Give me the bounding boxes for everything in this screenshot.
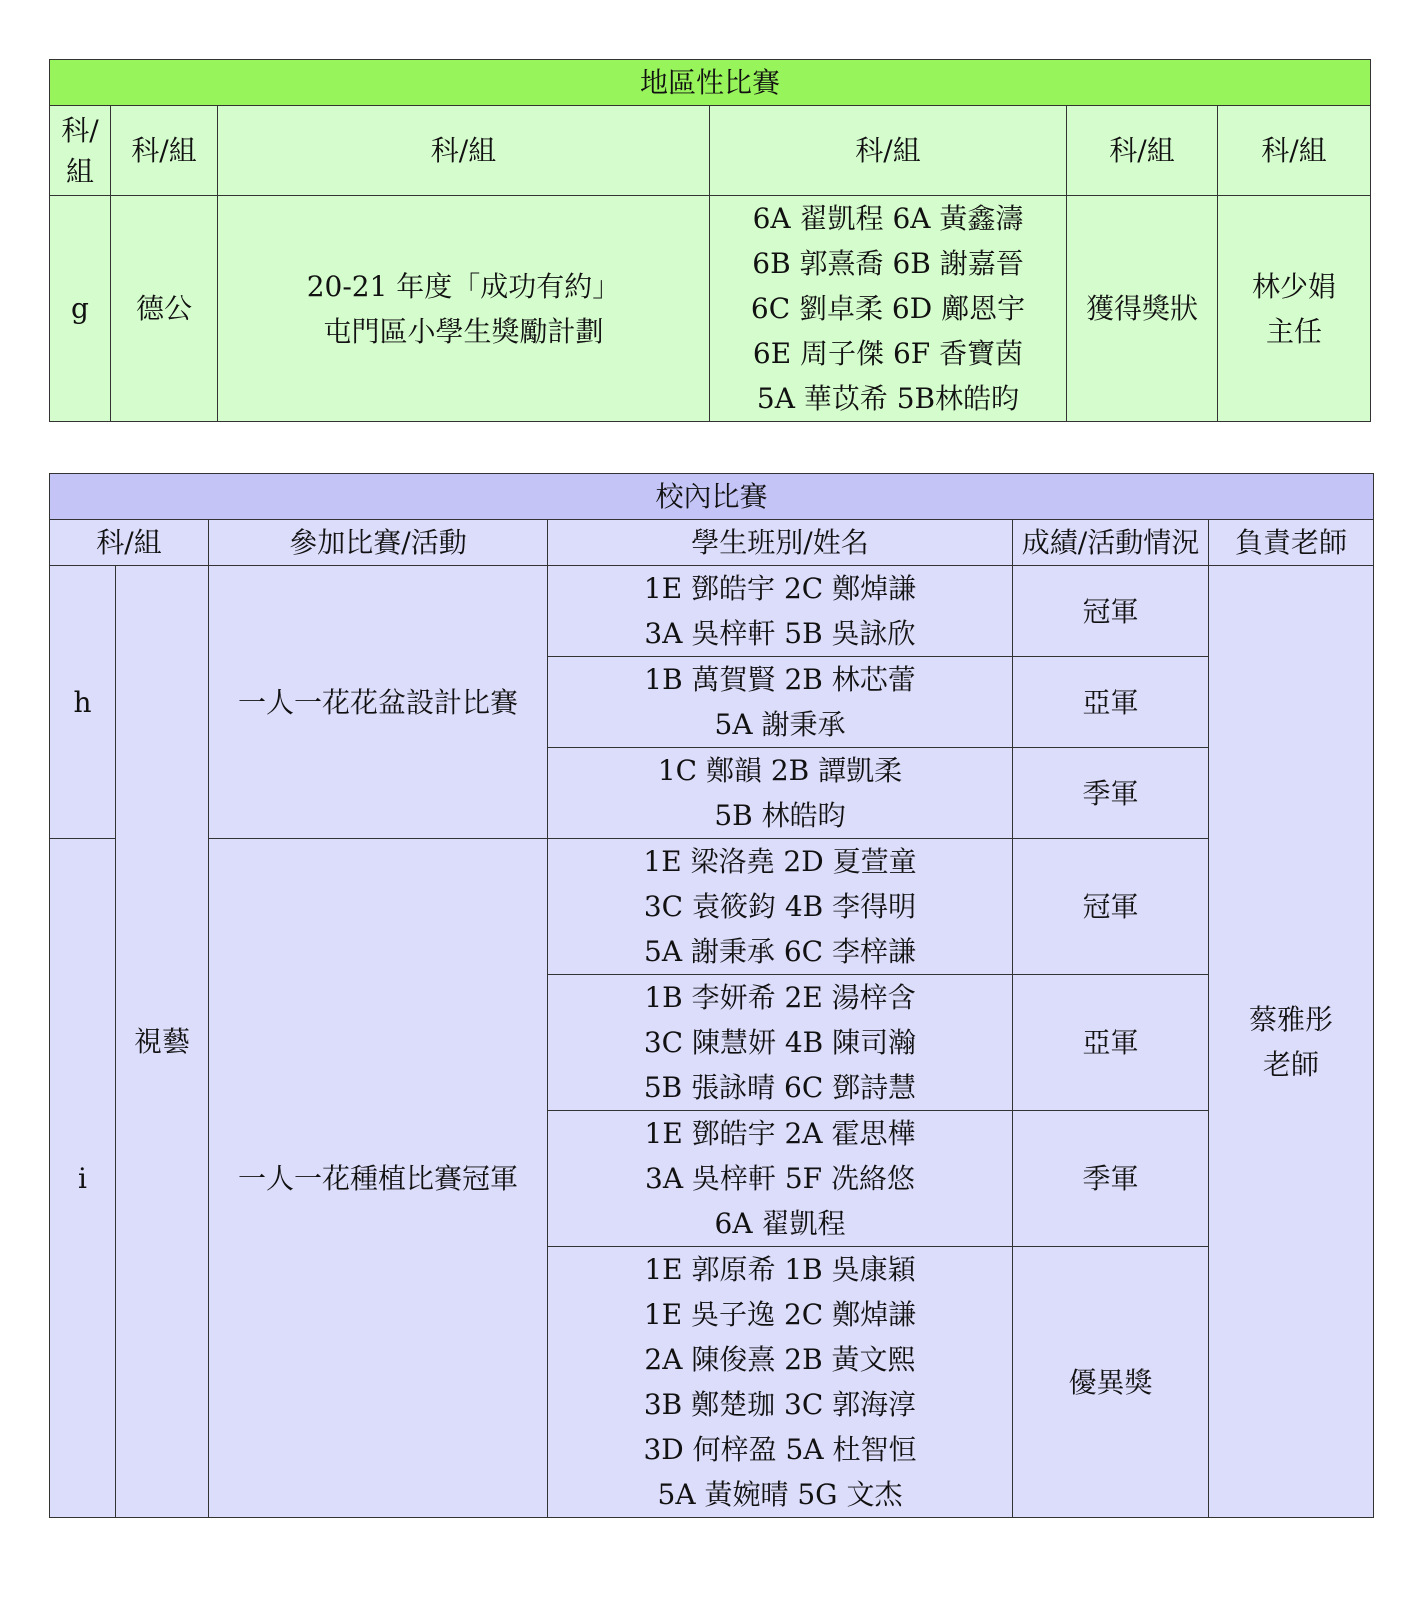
student-line: 6B 郭熹喬 6B 謝嘉晉 <box>752 247 1024 280</box>
header-subject: 科/組 <box>111 106 218 196</box>
students-cell <box>548 748 1013 839</box>
student-line: 2A 陳俊熹 2B 黃文熙 <box>644 1343 916 1376</box>
header-teacher: 負責老師 <box>1209 520 1374 566</box>
student-line: 6A 翟凱程 6A 黃鑫濤 <box>752 202 1024 235</box>
teacher-line: 蔡雅彤 <box>1249 1002 1334 1036</box>
students-cell <box>548 1111 1013 1247</box>
table-row <box>50 839 1374 975</box>
students-cell <box>548 839 1013 975</box>
student-line: 3B 鄭楚珈 3C 郭海淳 <box>643 1388 917 1421</box>
group-code: i <box>50 839 116 1518</box>
result-cell: 冠軍 <box>1013 566 1209 657</box>
student-line: 1E 郭原希 1B 吳康穎 <box>644 1253 916 1286</box>
activity-cell: 一人一花花盆設計比賽 <box>209 566 548 839</box>
teacher-line: 林少娟 <box>1252 269 1337 303</box>
student-line: 5B 林皓昀 <box>714 799 846 832</box>
header-activity: 參加比賽/活動 <box>209 520 548 566</box>
student-line: 6E 周子傑 6F 香寶茵 <box>752 337 1024 370</box>
student-line: 1E 梁洛堯 2D 夏萱童 <box>643 845 917 878</box>
student-line: 3A 吳梓軒 5F 冼絡悠 <box>645 1162 915 1195</box>
competition-line: 屯門區小學生獎勵計劃 <box>323 314 604 348</box>
student-line: 1B 萬賀賢 2B 林芯蕾 <box>644 663 916 696</box>
students-cell <box>548 657 1013 748</box>
result-cell: 季軍 <box>1013 1111 1209 1247</box>
activity-cell: 一人一花種植比賽冠軍 <box>209 839 548 1518</box>
student-line: 1E 鄧皓宇 2C 鄭焯謙 <box>643 572 917 605</box>
teacher-line: 主任 <box>1266 314 1323 348</box>
teacher-cell <box>1209 566 1374 1518</box>
group-code: h <box>50 566 116 839</box>
students-cell <box>548 566 1013 657</box>
header-students: 學生班別/姓名 <box>548 520 1013 566</box>
teacher-line: 老師 <box>1263 1047 1320 1081</box>
student-line: 1C 鄭韻 2B 譚凱柔 <box>657 754 903 787</box>
student-line: 5B 張詠晴 6C 鄧詩慧 <box>643 1071 917 1104</box>
row-competition <box>218 196 710 422</box>
student-line: 1B 李妍希 2E 湯梓含 <box>644 981 916 1014</box>
regional-competition-table <box>49 59 1371 422</box>
result-cell: 亞軍 <box>1013 657 1209 748</box>
student-line: 5A 華苡希 5B林皓昀 <box>756 382 1020 415</box>
student-line: 3C 陳慧妍 4B 陳司瀚 <box>643 1026 917 1059</box>
student-line: 6A 翟凱程 <box>714 1207 846 1240</box>
header-result: 成績/活動情況 <box>1013 520 1209 566</box>
student-line: 3D 何梓盈 5A 杜智恒 <box>643 1433 917 1466</box>
students-cell <box>548 975 1013 1111</box>
row-code: g <box>50 196 111 422</box>
student-line: 1E 鄧皓宇 2A 霍思樺 <box>644 1117 916 1150</box>
student-line: 6C 劉卓柔 6D 鄺恩宇 <box>750 292 1026 325</box>
school-competition-table <box>49 473 1374 1518</box>
competition-line: 20-21 年度「成功有約」 <box>306 269 621 303</box>
header-result: 科/組 <box>1067 106 1218 196</box>
row-teacher <box>1218 196 1371 422</box>
row-students <box>710 196 1067 422</box>
row-result: 獲得獎狀 <box>1067 196 1218 422</box>
student-line: 1E 吳子逸 2C 鄭焯謙 <box>643 1298 917 1331</box>
table-row <box>50 566 1374 657</box>
student-line: 5A 謝秉承 <box>714 708 846 741</box>
table-row <box>50 196 1371 422</box>
regional-table-title: 地區性比賽 <box>50 60 1371 106</box>
student-line: 5A 黃婉晴 5G 文杰 <box>657 1478 903 1511</box>
header-competition: 科/組 <box>218 106 710 196</box>
result-cell: 亞軍 <box>1013 975 1209 1111</box>
header-subject: 科/組 <box>50 520 209 566</box>
result-cell: 冠軍 <box>1013 839 1209 975</box>
header-teacher: 科/組 <box>1218 106 1371 196</box>
result-cell: 優異獎 <box>1013 1247 1209 1518</box>
header-subject-code: 科/組 <box>50 106 111 196</box>
row-subject: 德公 <box>111 196 218 422</box>
student-line: 3A 吳梓軒 5B 吳詠欣 <box>644 617 916 650</box>
student-line: 3C 袁筱鈞 4B 李得明 <box>643 890 917 923</box>
header-students: 科/組 <box>710 106 1067 196</box>
result-cell: 季軍 <box>1013 748 1209 839</box>
student-line: 5A 謝秉承 6C 李梓謙 <box>644 935 916 968</box>
school-table-title: 校內比賽 <box>50 474 1374 520</box>
subject-cell: 視藝 <box>116 566 209 1518</box>
students-cell <box>548 1247 1013 1518</box>
